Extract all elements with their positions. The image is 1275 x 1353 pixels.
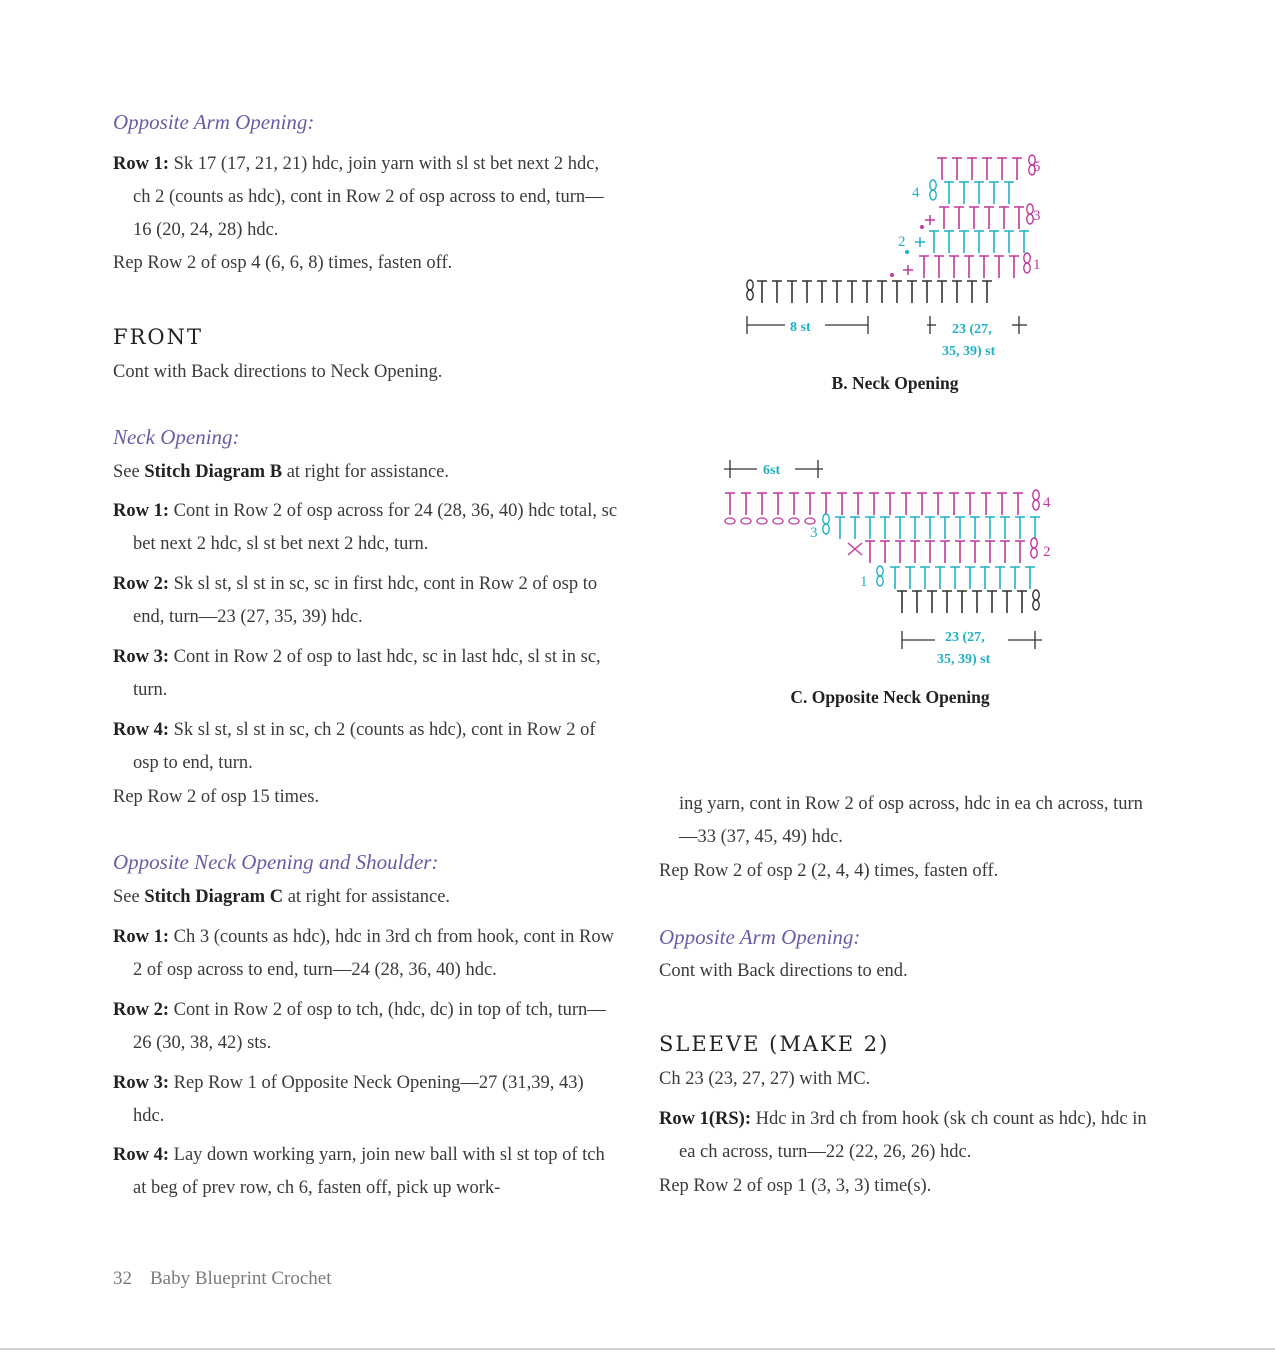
hdc-symbol xyxy=(967,281,977,303)
diagram-b-row-5: 5 xyxy=(1033,159,1041,175)
neck-row-4: Row 4: Sk sl st, sl st in sc, ch 2 (counts as hdc), cont in Row 2 of osp to end, turn. xyxy=(113,720,596,773)
hdc-symbol xyxy=(869,493,879,515)
diagram-c-row-2: 2 xyxy=(1043,544,1051,560)
hdc-symbol xyxy=(910,517,920,539)
chain-symbol xyxy=(1031,538,1037,548)
hdc-symbol xyxy=(927,591,937,613)
hdc-symbol xyxy=(949,493,959,515)
diagram-c-row-4: 4 xyxy=(1043,495,1051,511)
hdc-symbol xyxy=(944,231,954,253)
diagram-b-row-2: 2 xyxy=(898,234,906,250)
hdc-symbol xyxy=(940,541,950,563)
hdc-symbol xyxy=(970,541,980,563)
hdc-symbol xyxy=(987,591,997,613)
hdc-symbol xyxy=(1012,158,1022,180)
diagram-b-row-4: 4 xyxy=(912,185,920,201)
chain-symbol xyxy=(747,280,753,290)
hdc-symbol xyxy=(905,567,915,589)
hdc-symbol xyxy=(974,231,984,253)
hdc-symbol xyxy=(967,158,977,180)
hdc-symbol xyxy=(901,493,911,515)
chain-symbol xyxy=(789,518,799,524)
hdc-symbol xyxy=(974,182,984,204)
hdc-symbol xyxy=(970,517,980,539)
hdc-symbol xyxy=(880,517,890,539)
hdc-symbol xyxy=(910,541,920,563)
diagram-c-row-3: 3 xyxy=(810,525,818,541)
book-title: Baby Blueprint Crochet xyxy=(150,1268,332,1289)
diagram-b-measure-left: 8 st xyxy=(790,320,811,335)
hdc-symbol xyxy=(1002,591,1012,613)
hdc-symbol xyxy=(1004,231,1014,253)
hdc-symbol xyxy=(981,493,991,515)
hdc-symbol xyxy=(965,493,975,515)
hdc-symbol xyxy=(877,281,887,303)
hdc-symbol xyxy=(979,256,989,278)
opp-row-3: Row 3: Rep Row 1 of Opposite Neck Opening—27 (31,39, 43) hdc. xyxy=(113,1073,584,1126)
neck-see-diagram: See Stitch Diagram B at right for assistance. xyxy=(113,462,450,482)
bottom-rule xyxy=(0,1348,1275,1350)
hdc-symbol xyxy=(950,567,960,589)
hdc-symbol xyxy=(853,493,863,515)
continued-text: ing yarn, cont in Row 2 of osp across, hdc in ea ch across, turn—33 (37, 45, 49) hdc. xyxy=(679,794,1143,847)
diagram-b-caption: B. Neck Opening xyxy=(831,373,959,393)
hdc-symbol xyxy=(937,281,947,303)
hdc-symbol xyxy=(757,281,767,303)
chain-symbol xyxy=(877,576,883,586)
chain-symbol xyxy=(930,180,936,190)
hdc-symbol xyxy=(952,281,962,303)
hdc-symbol xyxy=(997,493,1007,515)
diagram-b-row-1: 1 xyxy=(1033,257,1041,273)
opposite-neck-heading: Opposite Neck Opening and Shoulder: xyxy=(113,850,439,874)
page-number: 32 xyxy=(113,1268,132,1289)
hdc-symbol xyxy=(982,281,992,303)
hdc-symbol xyxy=(995,567,1005,589)
hdc-symbol xyxy=(955,541,965,563)
sleeve-rep: Rep Row 2 of osp 1 (3, 3, 3) time(s). xyxy=(659,1176,932,1196)
neck-row-3: Row 3: Cont in Row 2 of osp to last hdc, sc in last hdc, sl st in sc, turn. xyxy=(113,647,601,700)
hdc-symbol xyxy=(912,591,922,613)
hdc-symbol xyxy=(957,591,967,613)
neck-opening-heading: Neck Opening: xyxy=(113,425,240,449)
chain-symbol xyxy=(747,290,753,300)
front-heading: FRONT xyxy=(113,325,203,349)
page-footer xyxy=(113,1268,332,1290)
chain-symbol xyxy=(757,518,767,524)
hdc-symbol xyxy=(989,231,999,253)
neck-row-2: Row 2: Sk sl st, sl st in sc, sc in first hdc, cont in Row 2 of osp to end, turn—23 (27, 35, 39) hdc. xyxy=(113,574,598,627)
hdc-symbol xyxy=(821,493,831,515)
hdc-symbol xyxy=(982,158,992,180)
hdc-symbol xyxy=(1030,517,1040,539)
hdc-symbol xyxy=(959,182,969,204)
slip-stitch-symbol xyxy=(920,225,924,229)
neck-row-1: Row 1: Cont in Row 2 of osp across for 24 (28, 36, 40) hdc total, sc bet next 2 hdc, sl st bet next 2 hdc, turn. xyxy=(113,501,618,554)
right-arm-heading: Opposite Arm Opening: xyxy=(659,925,861,949)
hdc-symbol xyxy=(773,493,783,515)
hdc-symbol xyxy=(789,493,799,515)
chain-symbol xyxy=(773,518,783,524)
arm-rep: Rep Row 2 of osp 4 (6, 6, 8) times, fasten off. xyxy=(113,253,453,273)
hdc-symbol xyxy=(999,207,1009,229)
chain-symbol xyxy=(1033,490,1039,500)
chain-symbol xyxy=(877,566,883,576)
hdc-symbol xyxy=(984,207,994,229)
hdc-symbol xyxy=(925,541,935,563)
hdc-symbol xyxy=(964,256,974,278)
hdc-symbol xyxy=(980,567,990,589)
hdc-symbol xyxy=(944,182,954,204)
hdc-symbol xyxy=(741,493,751,515)
right-arm-text: Cont with Back directions to end. xyxy=(659,961,908,981)
hdc-symbol xyxy=(952,158,962,180)
neck-rep: Rep Row 2 of osp 15 times. xyxy=(113,787,320,807)
hdc-symbol xyxy=(817,281,827,303)
dc-symbol xyxy=(848,543,862,555)
hdc-symbol xyxy=(933,493,943,515)
chain-symbol xyxy=(725,518,735,524)
hdc-symbol xyxy=(919,256,929,278)
hdc-symbol xyxy=(892,281,902,303)
chain-symbol xyxy=(1033,500,1039,510)
hdc-symbol xyxy=(955,517,965,539)
chain-symbol xyxy=(823,514,829,524)
hdc-symbol xyxy=(969,207,979,229)
chain-symbol xyxy=(930,190,936,200)
hdc-symbol xyxy=(1025,567,1035,589)
hdc-symbol xyxy=(1015,541,1025,563)
sleeve-heading: SLEEVE (MAKE 2) xyxy=(659,1032,890,1056)
slip-stitch-symbol xyxy=(905,250,909,254)
diagram-c-measure-right-2: 35, 39) st xyxy=(937,652,991,667)
hdc-symbol xyxy=(972,591,982,613)
right-rep: Rep Row 2 of osp 2 (2, 4, 4) times, fasten off. xyxy=(659,861,999,881)
hdc-symbol xyxy=(925,517,935,539)
hdc-symbol xyxy=(890,567,900,589)
hdc-symbol xyxy=(920,567,930,589)
hdc-symbol xyxy=(837,493,847,515)
hdc-symbol xyxy=(895,517,905,539)
hdc-symbol xyxy=(917,493,927,515)
opp-row-2: Row 2: Cont in Row 2 of osp to tch, (hdc, dc) in top of tch, turn—26 (30, 38, 42) sts. xyxy=(113,1000,606,1053)
opposite-arm-heading: Opposite Arm Opening: xyxy=(113,110,315,134)
hdc-symbol xyxy=(989,182,999,204)
sc-symbol xyxy=(915,237,925,247)
hdc-symbol xyxy=(1004,182,1014,204)
hdc-symbol xyxy=(940,517,950,539)
hdc-symbol xyxy=(965,567,975,589)
hdc-symbol xyxy=(1017,591,1027,613)
hdc-symbol xyxy=(832,281,842,303)
diagram-b-measure-right-1: 23 (27, xyxy=(952,322,992,337)
hdc-symbol xyxy=(850,517,860,539)
sc-symbol xyxy=(903,265,913,275)
slip-stitch-symbol xyxy=(890,273,894,277)
hdc-symbol xyxy=(757,493,767,515)
hdc-symbol xyxy=(937,158,947,180)
diagram-c-caption: C. Opposite Neck Opening xyxy=(790,687,990,707)
hdc-symbol xyxy=(939,207,949,229)
diagram-b-measure-right-2: 35, 39) st xyxy=(942,344,996,359)
hdc-symbol xyxy=(897,591,907,613)
sc-symbol xyxy=(925,215,935,225)
hdc-symbol xyxy=(935,567,945,589)
sleeve-ch: Ch 23 (23, 27, 27) with MC. xyxy=(659,1069,871,1089)
opp-row-4: Row 4: Lay down working yarn, join new ball with sl st top of tch at beg of prev row, ch 6, fasten off, pick up work- xyxy=(113,1145,605,1198)
hdc-symbol xyxy=(959,231,969,253)
hdc-symbol xyxy=(985,541,995,563)
hdc-symbol xyxy=(725,493,735,515)
hdc-symbol xyxy=(907,281,917,303)
hdc-symbol xyxy=(1010,567,1020,589)
hdc-symbol xyxy=(1014,207,1024,229)
hdc-symbol xyxy=(772,281,782,303)
chain-symbol xyxy=(741,518,751,524)
hdc-symbol xyxy=(802,281,812,303)
hdc-symbol xyxy=(865,517,875,539)
hdc-symbol xyxy=(1009,256,1019,278)
hdc-symbol xyxy=(949,256,959,278)
hdc-symbol xyxy=(787,281,797,303)
hdc-symbol xyxy=(942,591,952,613)
hdc-symbol xyxy=(929,231,939,253)
chain-symbol xyxy=(805,518,815,524)
chain-symbol xyxy=(1033,600,1039,610)
hdc-symbol xyxy=(985,517,995,539)
hdc-symbol xyxy=(922,281,932,303)
hdc-symbol xyxy=(885,493,895,515)
chain-symbol xyxy=(1024,253,1030,263)
hdc-symbol xyxy=(1013,493,1023,515)
hdc-symbol xyxy=(994,256,1004,278)
hdc-symbol xyxy=(1000,517,1010,539)
hdc-symbol xyxy=(880,541,890,563)
hdc-symbol xyxy=(934,256,944,278)
diagram-c-measure-right-1: 23 (27, xyxy=(945,630,985,645)
chain-symbol xyxy=(1024,263,1030,273)
hdc-symbol xyxy=(1019,231,1029,253)
sleeve-row-1: Row 1(RS): Hdc in 3rd ch from hook (sk ch count as hdc), hdc in ea ch across, turn—22 (22, 26, 26) hdc. xyxy=(659,1109,1147,1162)
chain-symbol xyxy=(823,524,829,534)
stitch-diagram-c xyxy=(720,455,1060,675)
diagram-c-measure-top: 6st xyxy=(763,463,781,478)
hdc-symbol xyxy=(895,541,905,563)
hdc-symbol xyxy=(805,493,815,515)
hdc-symbol xyxy=(1000,541,1010,563)
front-text: Cont with Back directions to Neck Opening. xyxy=(113,362,443,382)
opp-see-diagram: See Stitch Diagram C at right for assistance. xyxy=(113,887,451,907)
hdc-symbol xyxy=(862,281,872,303)
stitch-diagram-b xyxy=(730,145,1060,365)
diagram-c-row-1: 1 xyxy=(860,574,868,590)
opp-row-1: Row 1: Ch 3 (counts as hdc), hdc in 3rd ch from hook, cont in Row 2 of osp across to end, turn—24 (28, 36, 40) hdc. xyxy=(113,927,614,980)
hdc-symbol xyxy=(847,281,857,303)
hdc-symbol xyxy=(1015,517,1025,539)
chain-symbol xyxy=(1033,590,1039,600)
diagram-b-row-3: 3 xyxy=(1033,208,1041,224)
hdc-symbol xyxy=(835,517,845,539)
chain-symbol xyxy=(1031,548,1037,558)
hdc-symbol xyxy=(954,207,964,229)
hdc-symbol xyxy=(997,158,1007,180)
arm-row-1: Row 1: Sk 17 (17, 21, 21) hdc, join yarn with sl st bet next 2 hdc, ch 2 (counts as hdc), cont in Row 2 of osp across to end, turn—16 (20, 24, 28) hdc. xyxy=(113,154,604,240)
hdc-symbol xyxy=(865,541,875,563)
